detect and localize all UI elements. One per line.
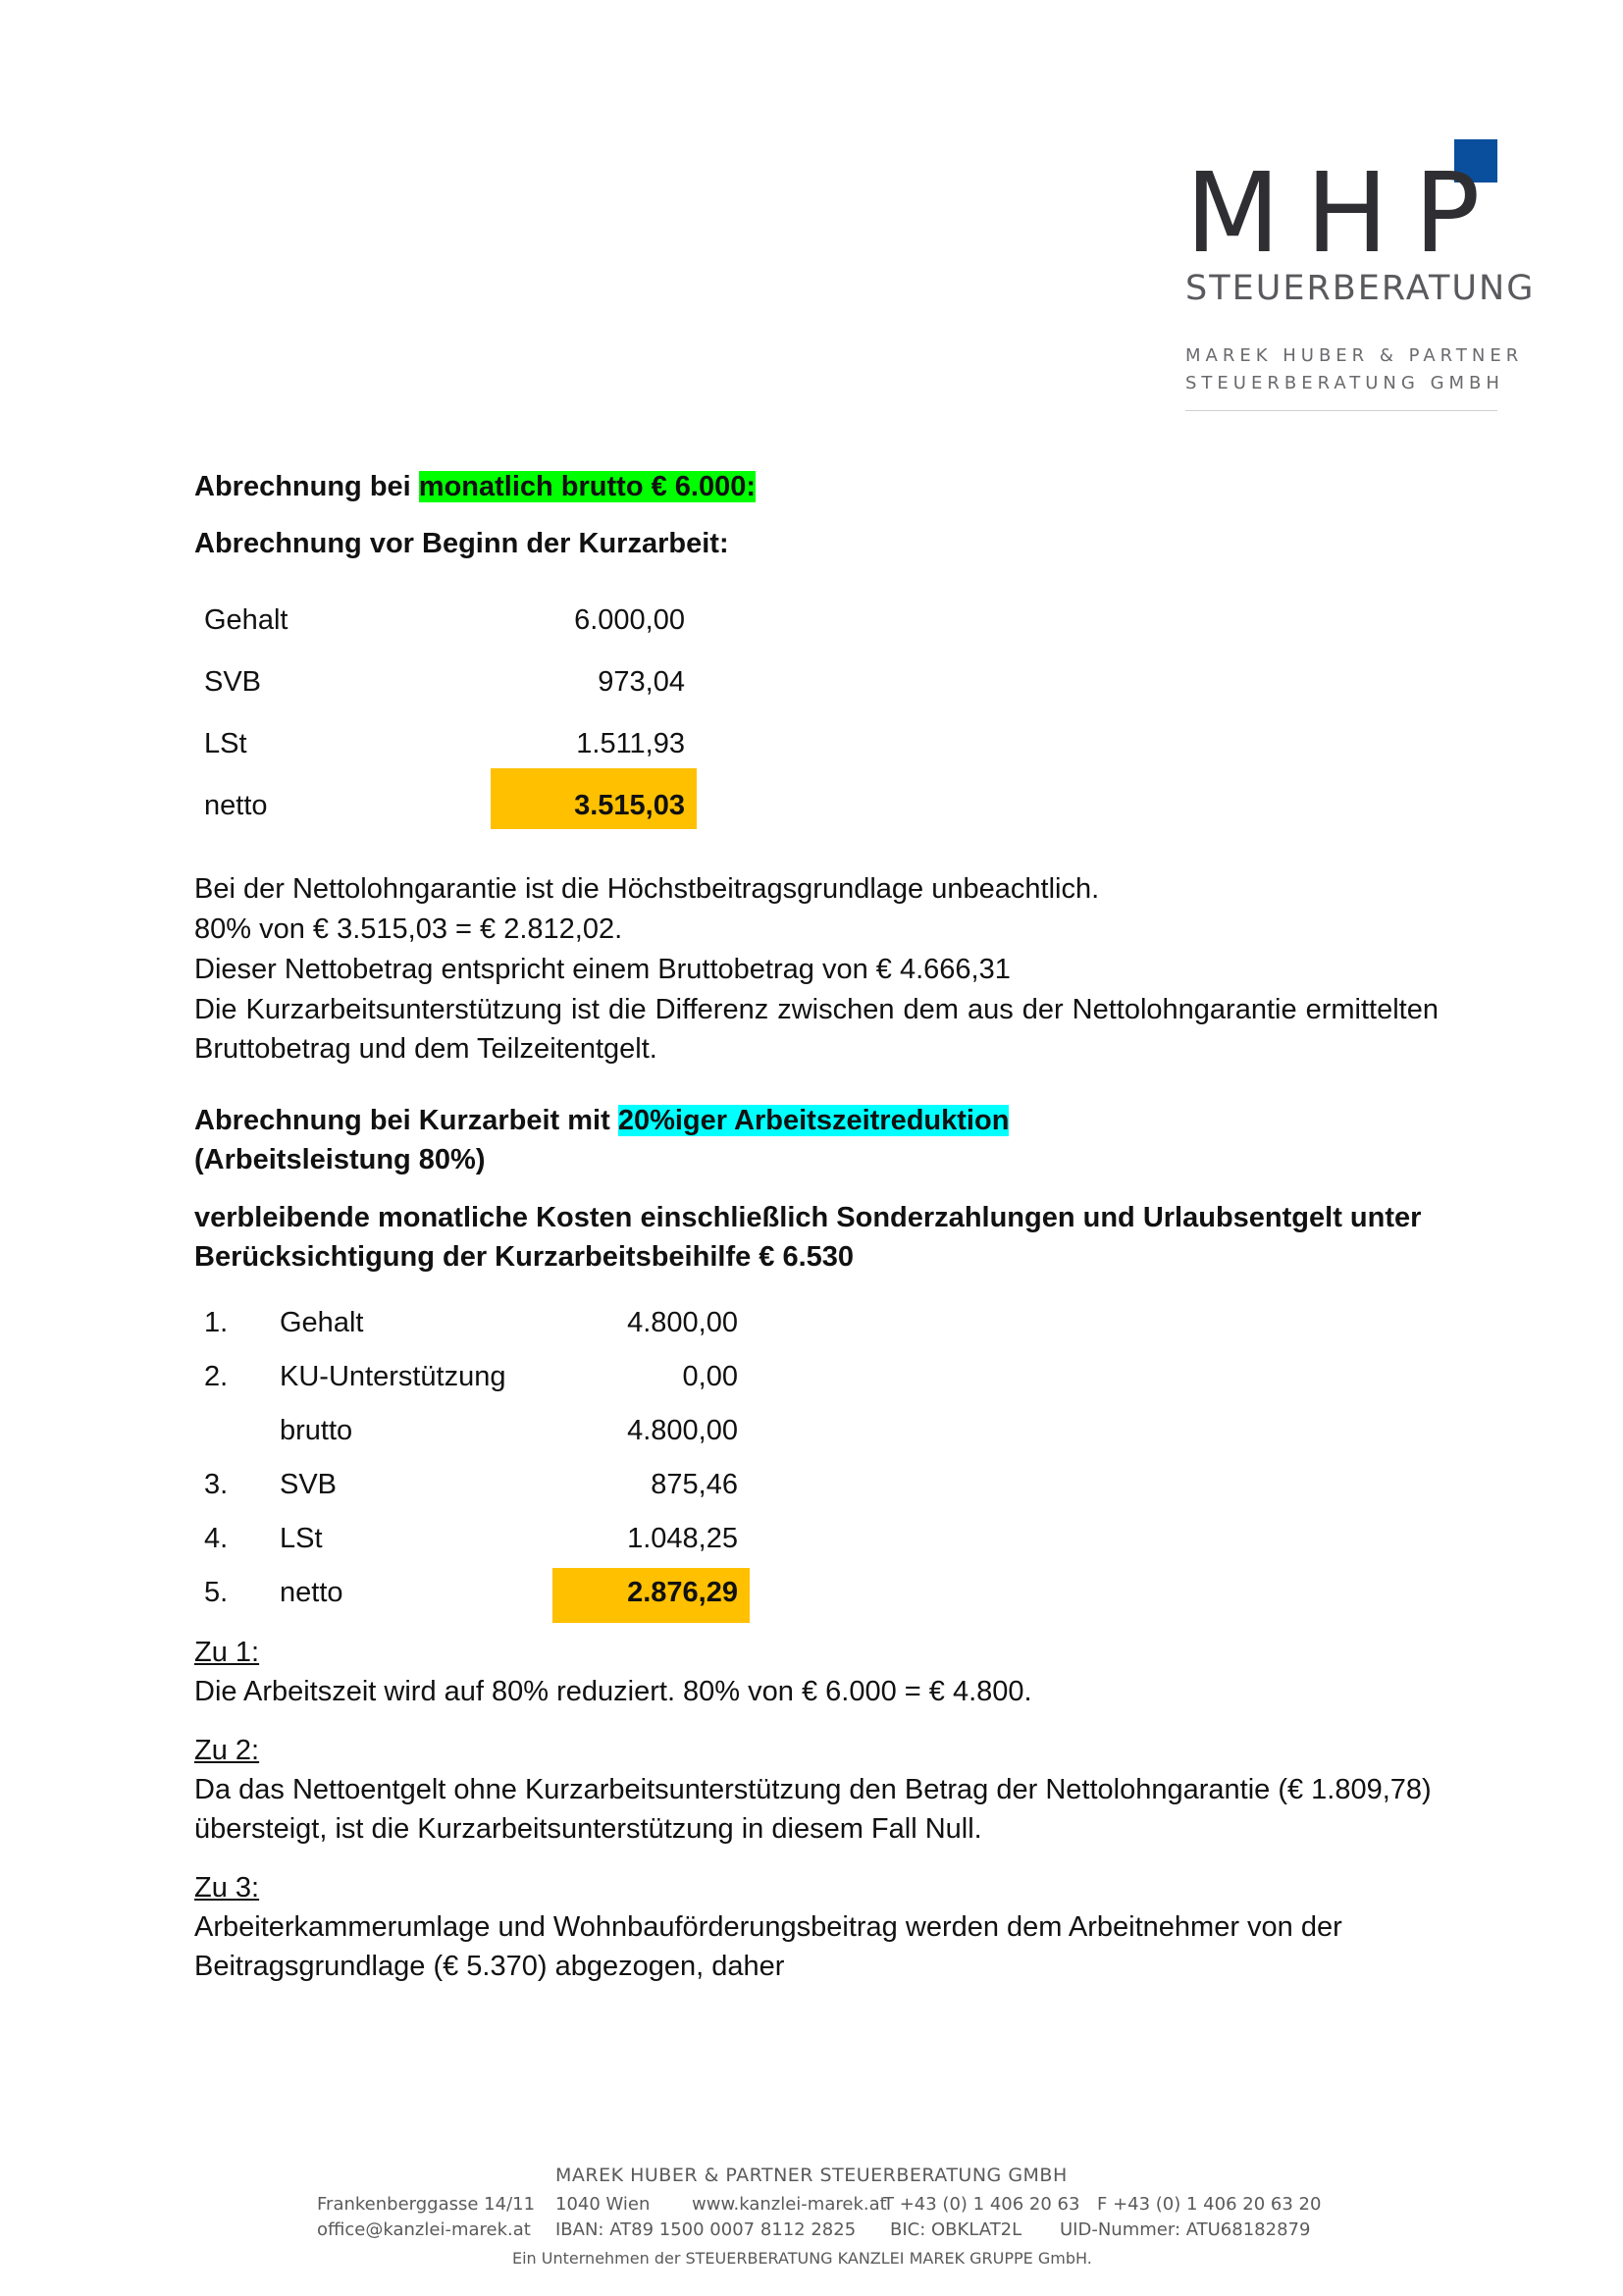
heading-monthly-gross [194, 467, 756, 506]
heading-remaining-costs: verbleibende monatliche Kosten einschließlich Sonderzahlungen und Urlaubsentgelt unter Berücksichtigung der Kurzarbeitsbeihilfe € 6.530 [194, 1202, 1422, 1273]
table1-value: 973,04 [598, 666, 685, 698]
table2-value: 1.048,25 [627, 1523, 738, 1554]
footer-phone: T +43 (0) 1 406 20 63 [883, 2194, 1080, 2215]
heading-kurzarbeit-reduction [194, 1101, 1009, 1140]
table2-label: Gehalt [280, 1307, 364, 1338]
note-title: Zu 3: [194, 1872, 260, 1904]
table1-label: Gehalt [204, 604, 288, 636]
note-text: Die Arbeitszeit wird auf 80% reduziert. 80% von € 6.000 = € 4.800. [194, 1676, 1032, 1707]
para-80-percent: 80% von € 3.515,03 = € 2.812,02. [194, 913, 623, 945]
table2-number: 2. [204, 1361, 229, 1392]
heading-prefix: Abrechnung bei Kurzarbeit mit [194, 1105, 618, 1136]
table2-label: netto [280, 1577, 343, 1608]
table1-value: 6.000,00 [574, 604, 685, 636]
table2-value: 0,00 [682, 1361, 738, 1392]
footer-group: Ein Unternehmen der STEUERBERATUNG KANZLEI MAREK GRUPPE GmbH. [512, 2249, 1092, 2268]
note-text: Da das Nettoentgelt ohne Kurzarbeitsunterstützung den Betrag der Nettolohngarantie (€ 1.809,78) übersteigt, ist die Kurzarbeitsunterstützung in diesem Fall Null. [194, 1774, 1432, 1845]
table1-label: netto [204, 790, 268, 821]
footer-address: Frankenberggasse 14/11 [317, 2194, 536, 2215]
table2-netto-value: 2.876,29 [627, 1577, 738, 1608]
note-title: Zu 2: [194, 1735, 260, 1766]
footer-web: www.kanzlei-marek.at [692, 2194, 887, 2215]
logo-line2: STEUERBERATUNG GMBH [1185, 373, 1504, 393]
table1-label: SVB [204, 666, 262, 698]
footer-uid: UID-Nummer: ATU68182879 [1060, 2219, 1311, 2240]
table2-value: 875,46 [651, 1469, 738, 1500]
footer-email: office@kanzlei-marek.at [317, 2219, 531, 2240]
table1-value: 1.511,93 [576, 728, 685, 759]
table1-label: LSt [204, 728, 247, 759]
logo-divider [1185, 410, 1497, 411]
table2-label: brutto [280, 1415, 353, 1446]
note-title: Zu 1: [194, 1637, 260, 1668]
logo-steuerberatung: STEUERBERATUNG [1185, 269, 1536, 308]
table2-label: SVB [280, 1469, 338, 1500]
table2-label: LSt [280, 1523, 323, 1554]
footer-fax: F +43 (0) 1 406 20 63 20 [1097, 2194, 1322, 2215]
footer-iban: IBAN: AT89 1500 0007 8112 2825 [555, 2219, 857, 2240]
table2-value: 4.800,00 [627, 1307, 738, 1338]
table2-label: KU-Unterstützung [280, 1361, 506, 1392]
para-kurzarbeitsunterstuetzung: Die Kurzarbeitsunterstützung ist die Differenz zwischen dem aus der Nettolohngarantie ermittelten Bruttobetrag und dem Teilzeitentgelt. [194, 994, 1439, 1065]
table2-number: 3. [204, 1469, 229, 1500]
heading-arbeitsleistung: (Arbeitsleistung 80%) [194, 1144, 486, 1175]
logo-line1: MAREK HUBER & PARTNER [1185, 345, 1524, 366]
table2-value: 4.800,00 [627, 1415, 738, 1446]
heading-highlight: monatlich brutto € 6.000: [418, 471, 757, 502]
note-text: Arbeiterkammerumlage und Wohnbauförderungsbeitrag werden dem Arbeitnehmer von der Beitragsgrundlage (€ 5.370) abgezogen, daher [194, 1911, 1342, 1982]
footer-bic: BIC: OBKLAT2L [890, 2219, 1022, 2240]
table2-number: 5. [204, 1577, 229, 1608]
para-bruttobetrag: Dieser Nettobetrag entspricht einem Bruttobetrag von € 4.666,31 [194, 954, 1011, 985]
footer-company: MAREK HUBER & PARTNER STEUERBERATUNG GMBH [555, 2165, 1068, 2186]
heading-before-kurzarbeit: Abrechnung vor Beginn der Kurzarbeit: [194, 528, 729, 559]
para-nettolohngarantie: Bei der Nettolohngarantie ist die Höchstbeitragsgrundlage unbeachtlich. [194, 873, 1100, 905]
heading-prefix: Abrechnung bei [194, 471, 419, 502]
footer-city: 1040 Wien [555, 2194, 651, 2215]
heading-highlight: 20%iger Arbeitszeitreduktion [617, 1105, 1010, 1136]
table2-number: 1. [204, 1307, 229, 1338]
logo-mhp: MHP [1185, 150, 1506, 278]
table2-number: 4. [204, 1523, 229, 1554]
table1-netto-value: 3.515,03 [574, 790, 685, 821]
